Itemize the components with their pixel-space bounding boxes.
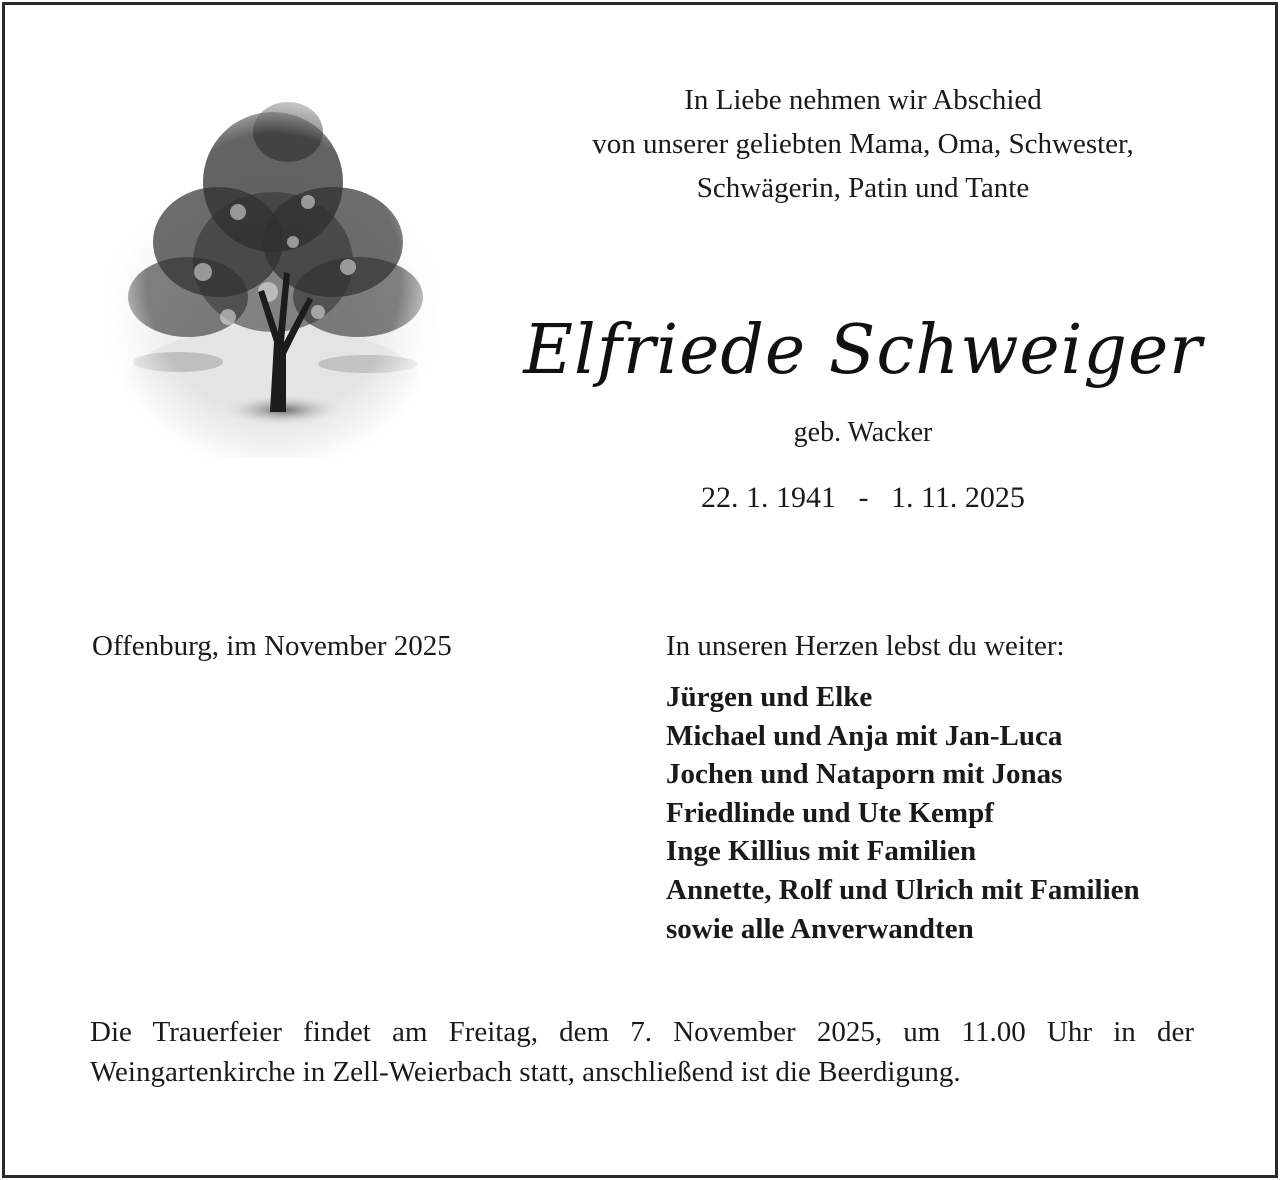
intro-line: In Liebe nehmen wir Abschied (684, 84, 1042, 116)
life-dates: 22. 1. 1941 - 1. 11. 2025 (701, 481, 1025, 514)
mourner-item: Inge Killius mit Familien (666, 835, 977, 868)
intro-text (520, 78, 1206, 210)
service-line: Weingartenkirche in Zell-Weierbach statt, anschließend ist die Beerdigung. (90, 1056, 961, 1088)
mourner-item: Jochen und Nataporn mit Jonas (666, 758, 1063, 791)
maiden-name: geb. Wacker (793, 417, 933, 448)
deceased-name: Elfriede Schweiger (523, 311, 1203, 390)
mourner-item: sowie alle Anverwandten (666, 912, 974, 945)
service-info (90, 1012, 1194, 1092)
mourners-list (666, 678, 1140, 948)
mourner-item: Annette, Rolf und Ulrich mit Familien (666, 873, 1140, 906)
place-date: Offenburg, im November 2025 (92, 630, 452, 662)
tree-icon (108, 92, 438, 457)
intro-line: von unserer geliebten Mama, Oma, Schwester, (592, 128, 1134, 160)
intro-line: Schwägerin, Patin und Tante (696, 172, 1030, 204)
mourner-item: Friedlinde und Ute Kempf (666, 796, 994, 829)
mourner-item: Michael und Anja mit Jan-Luca (666, 719, 1063, 752)
mourner-item: Jürgen und Elke (666, 681, 873, 713)
service-line: Die Trauerfeier findet am Freitag, dem 7. November 2025, um 11.00 Uhr in der (90, 1016, 1194, 1048)
heart-line: In unseren Herzen lebst du weiter: (666, 630, 1065, 662)
